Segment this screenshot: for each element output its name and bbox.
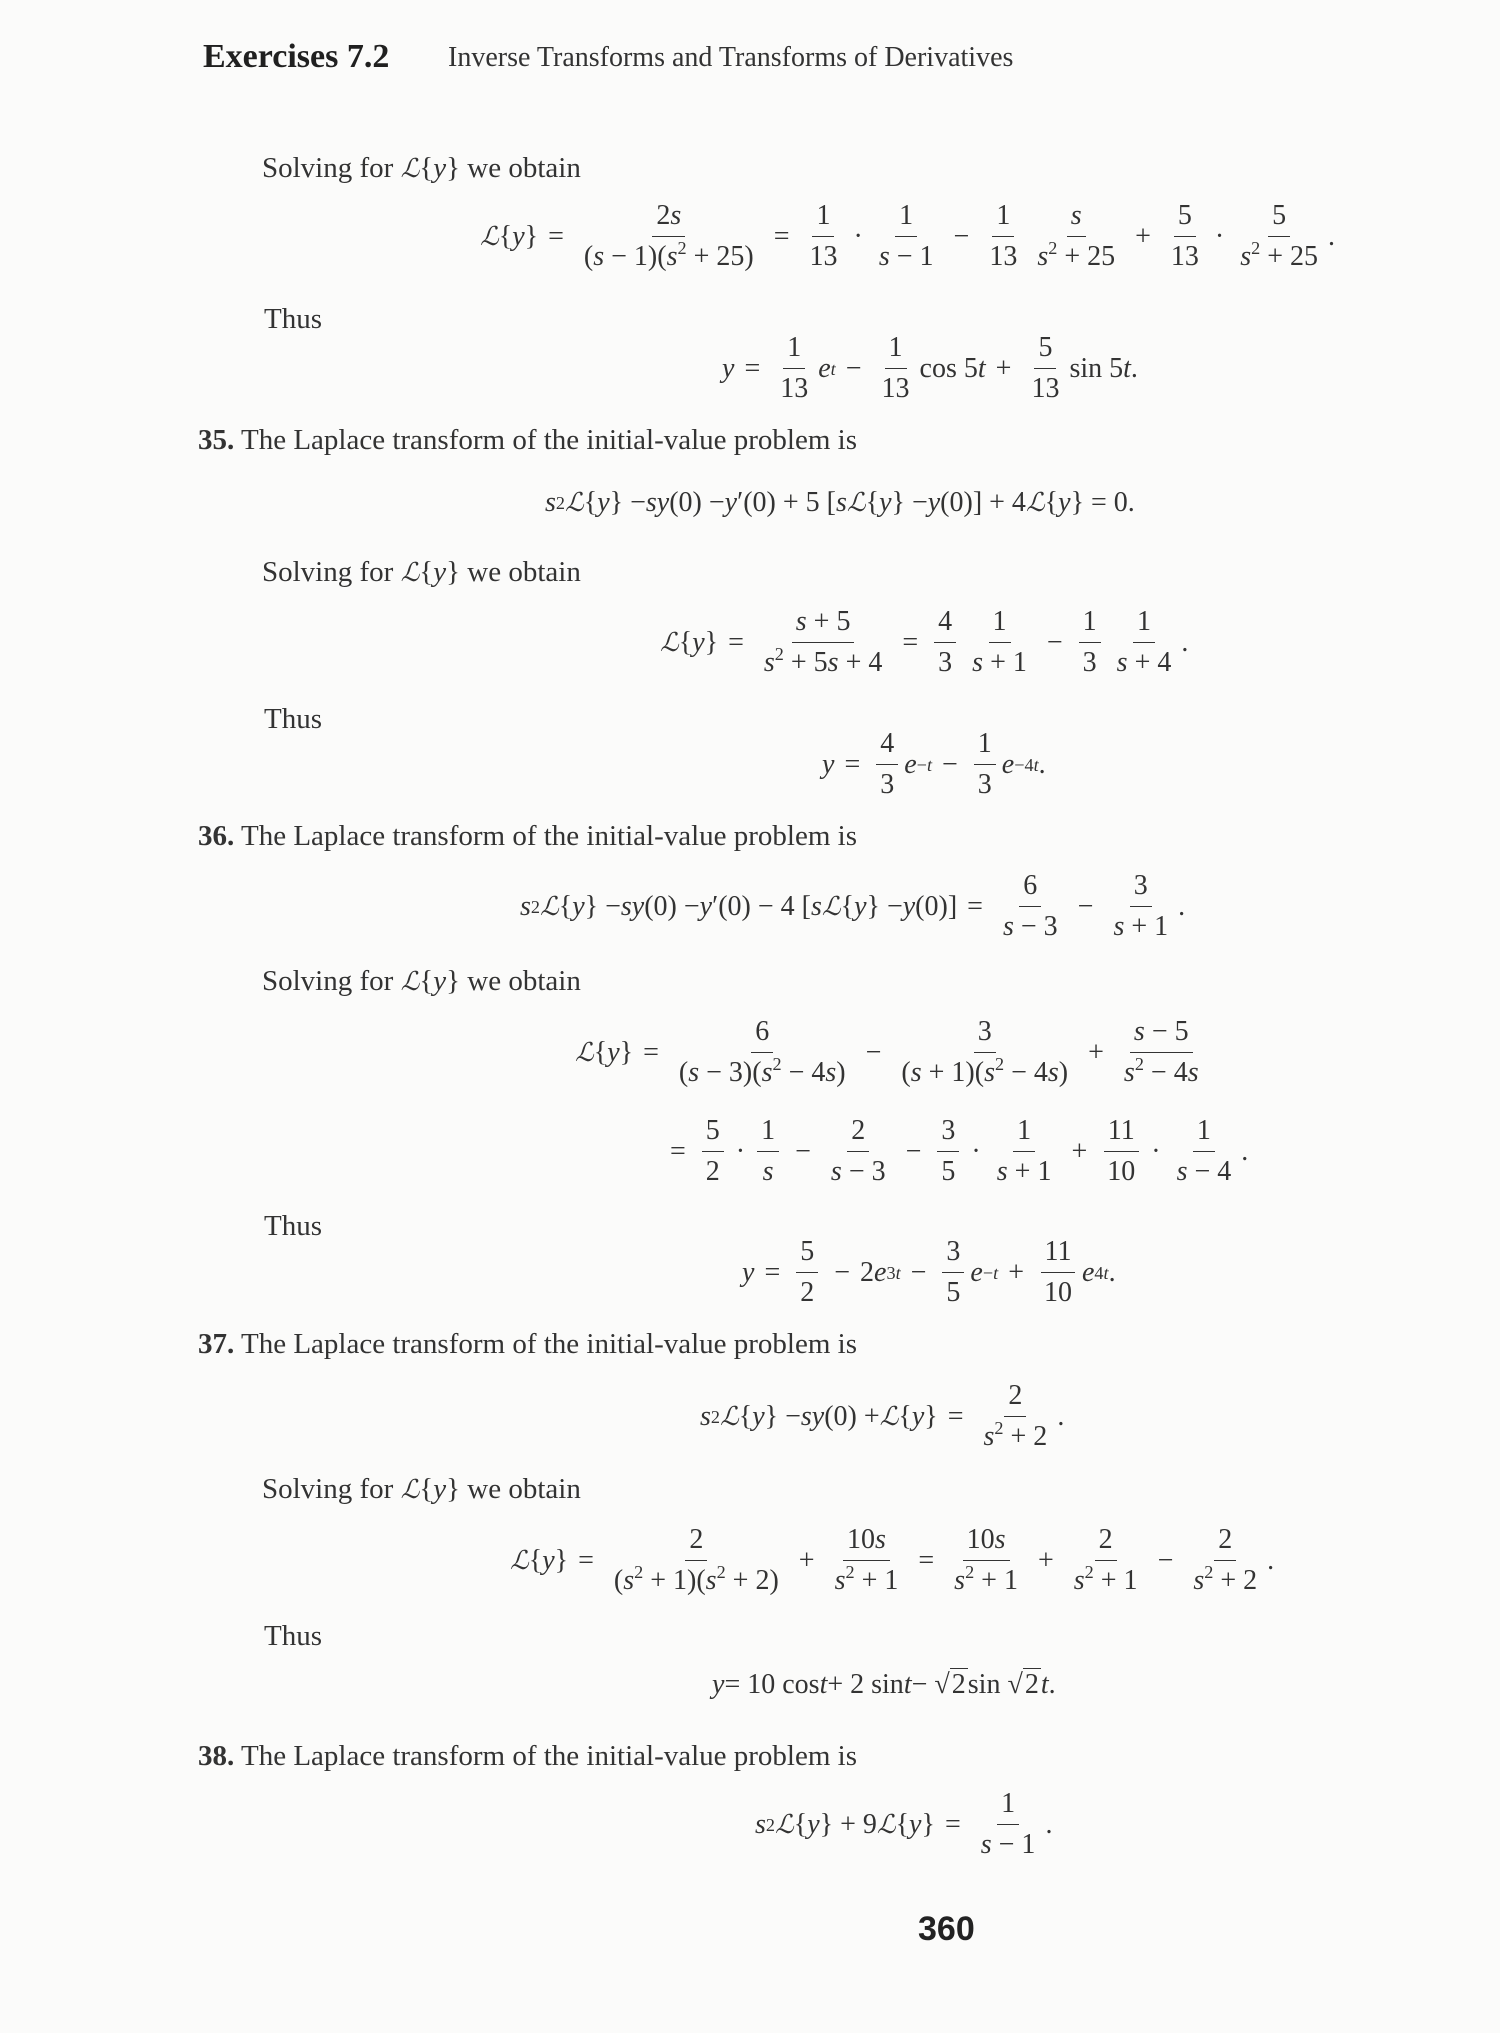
- equation: ℒ { y } = $\frac{2}{(s^2 + 1)(s^2 + 2)}$ + $\frac{10s}{s^2 + 1}$ = $\frac{10s}{s^2 + 1}$ + $\frac{2}{s^2 + 1}$ − $\frac{2}{s^2 + 2}$ .: [510, 1524, 1275, 1596]
- thus-label: Thus: [264, 703, 322, 735]
- equation: y = $\frac{5}{2}$ − 2 e 3t − $\frac{3}{5}$ e −t + $\frac{11}{10}$ e 4t .: [742, 1236, 1116, 1308]
- problem-37: 37. The Laplace transform of the initial-value problem is: [198, 1328, 858, 1360]
- problem-36: 36. The Laplace transform of the initial-value problem is: [198, 820, 858, 852]
- thus-label: Thus: [264, 1620, 322, 1652]
- equation: ℒ { y } = $\frac{s + 5}{s^2 + 5s + 4}$ = $\frac{4}{3}$ $\frac{1}{s + 1}$ − $\frac{1}{3}$ $\frac{1}{s + 4}$ .: [660, 606, 1189, 678]
- equation: y = $\frac{1}{13}$ e t − $\frac{1}{13}$ cos 5 t + $\frac{5}{13}$ sin 5 t .: [722, 332, 1138, 404]
- section-label: Exercises 7.2: [203, 38, 390, 75]
- section-title: Inverse Transforms and Transforms of Derivatives: [448, 42, 1014, 73]
- equation: = $\frac{5}{2}$ · $\frac{1}{s}$ − $\frac{2}{s - 3}$ − $\frac{3}{5}$ · $\frac{1}{s + 1}$ + $\frac{11}{10}$ · $\frac{1}{s - 4}$ .: [670, 1115, 1249, 1187]
- thus-label: Thus: [264, 1210, 322, 1242]
- equation: y = 10 cos t + 2 sin t − √ 2 sin √ 2 t .: [712, 1668, 1056, 1700]
- equation: s 2 ℒ { y } − sy (0) + ℒ { y } = $\frac{2}{s^2 + 2}$ .: [700, 1380, 1065, 1452]
- thus-label: Thus: [264, 303, 322, 335]
- equation: ℒ { y } = $\frac{6}{(s - 3)(s^2 - 4s)}$ − $\frac{3}{(s + 1)(s^2 - 4s)}$ + $\frac{s - 5}{s^2 - 4s}$: [575, 1016, 1199, 1088]
- page-number: 360: [918, 1910, 975, 1948]
- solving-line: Solving for ℒ{y} we obtain: [262, 1473, 581, 1505]
- equation: ℒ { y } = $\frac{2s}{(s - 1)(s^2 + 25)}$ = $\frac{1}{13}$ · $\frac{1}{s - 1}$ − $\frac{1}{13}$ $\frac{s}{s^2 + 25}$ + $\frac{5}{13}$ · $\frac{5}{s^2 + 25}$ .: [480, 200, 1336, 272]
- equation: y = $\frac{4}{3}$ e −t − $\frac{1}{3}$ e −4t .: [822, 728, 1046, 800]
- solving-line: Solving for ℒ{y} we obtain: [262, 556, 581, 588]
- equation: s 2 ℒ { y } − sy (0) − y ′(0) − 4 [ s ℒ { y } − y (0)] = $\frac{6}{s - 3}$ − $\frac{3}{s + 1}$ .: [520, 870, 1186, 942]
- solving-line: Solving for ℒ{y} we obtain: [262, 965, 581, 997]
- equation: s 2 ℒ { y } + 9 ℒ { y } = $\frac{1}{s - 1}$ .: [755, 1788, 1053, 1860]
- solving-line: Solving for ℒ{y} we obtain: [262, 152, 581, 184]
- problem-38: 38. The Laplace transform of the initial-value problem is: [198, 1740, 858, 1772]
- problem-35: 35. The Laplace transform of the initial-value problem is: [198, 424, 858, 456]
- equation: s 2 ℒ { y } − sy (0) − y ′(0) + 5 [ s ℒ { y } − y (0)] + 4 ℒ { y } = 0.: [545, 487, 1135, 518]
